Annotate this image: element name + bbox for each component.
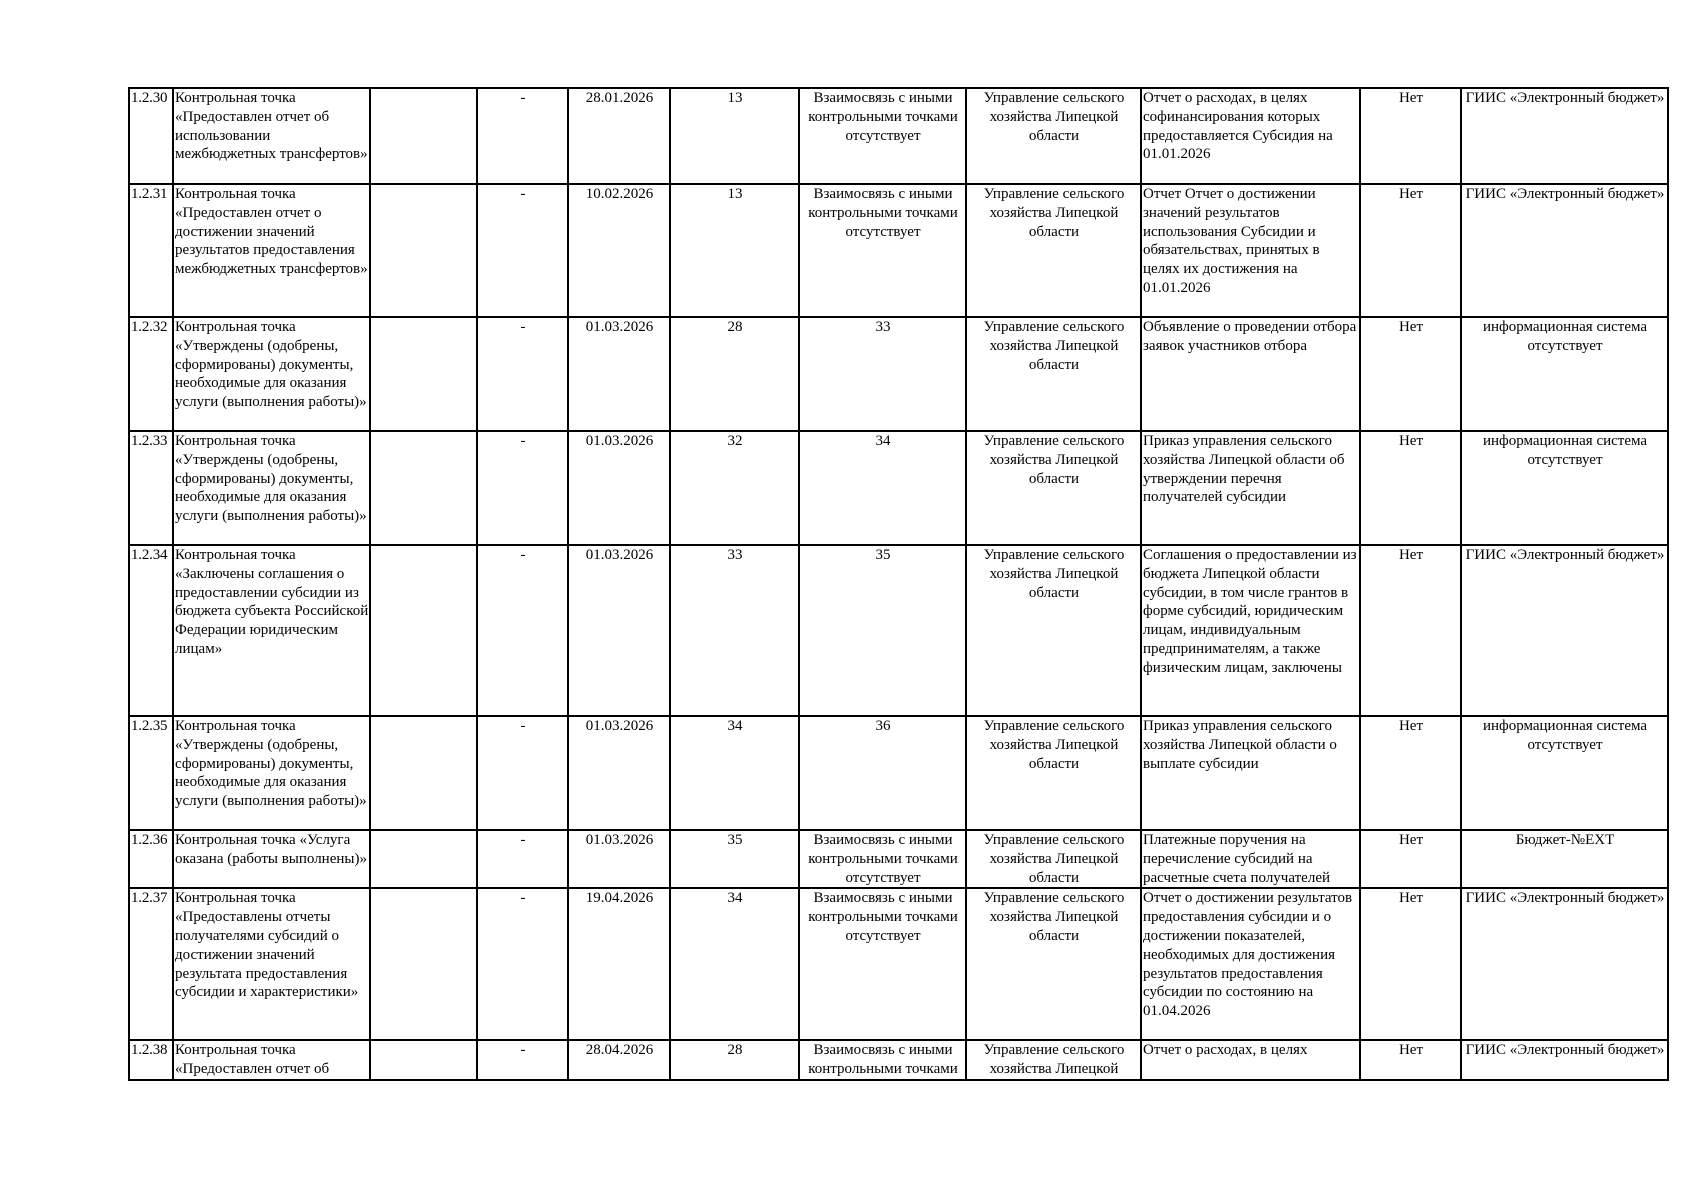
responsible-cell: Управление сельского хозяйства Липецкой области xyxy=(966,317,1141,431)
document-cell: Соглашения о предоставлении из бюджета Липецкой области субсидии, в том числе грантов в форме субсидий, юридическим лицам, индивидуальным предпринимателям, а также физическим лицам, заключены xyxy=(1141,545,1360,716)
predecessor-cell: 28 xyxy=(670,1040,799,1080)
date-cell: 01.03.2026 xyxy=(568,545,670,716)
responsible-cell: Управление сельского хозяйства Липецкой xyxy=(966,1040,1141,1080)
link-cell: Взаимосвязь с иными контрольными точками отсутствует xyxy=(799,888,966,1040)
flag-cell: Нет xyxy=(1360,184,1461,317)
responsible-cell: Управление сельского хозяйства Липецкой области xyxy=(966,184,1141,317)
dash-cell: - xyxy=(477,184,568,317)
link-cell: Взаимосвязь с иными контрольными точками xyxy=(799,1040,966,1080)
table-row xyxy=(129,184,1668,317)
predecessor-cell: 28 xyxy=(670,317,799,431)
date-cell: 19.04.2026 xyxy=(568,888,670,1040)
flag-cell: Нет xyxy=(1360,545,1461,716)
link-cell: Взаимосвязь с иными контрольными точками отсутствует xyxy=(799,184,966,317)
control-point-name: Контрольная точка «Заключены соглашения о предоставлении субсидии из бюджета субъекта Российской Федерации юридическим лицам» xyxy=(173,545,370,716)
row-number: 1.2.37 xyxy=(129,888,173,1040)
flag-cell: Нет xyxy=(1360,1040,1461,1080)
table-row xyxy=(129,888,1668,1040)
date-cell: 01.03.2026 xyxy=(568,431,670,545)
empty-cell xyxy=(370,545,477,716)
date-cell: 01.03.2026 xyxy=(568,830,670,888)
document-cell: Приказ управления сельского хозяйства Липецкой области об утверждении перечня получателей субсидии xyxy=(1141,431,1360,545)
date-cell: 01.03.2026 xyxy=(568,317,670,431)
table-row xyxy=(129,830,1668,888)
document-cell: Объявление о проведении отбора заявок участников отбора xyxy=(1141,317,1360,431)
flag-cell: Нет xyxy=(1360,88,1461,184)
system-cell: информационная система отсутствует xyxy=(1461,317,1668,431)
predecessor-cell: 34 xyxy=(670,888,799,1040)
date-cell: 10.02.2026 xyxy=(568,184,670,317)
link-cell: 34 xyxy=(799,431,966,545)
dash-cell: - xyxy=(477,431,568,545)
control-point-name: Контрольная точка «Предоставлены отчеты получателями субсидий о достижении значений результата предоставления субсидии и характеристики» xyxy=(173,888,370,1040)
plan-table-container xyxy=(128,87,1667,1081)
document-cell: Отчет о расходах, в целях xyxy=(1141,1040,1360,1080)
predecessor-cell: 13 xyxy=(670,88,799,184)
dash-cell: - xyxy=(477,716,568,830)
link-cell: 33 xyxy=(799,317,966,431)
table-row xyxy=(129,317,1668,431)
system-cell: ГИИС «Электронный бюджет» xyxy=(1461,545,1668,716)
dash-cell: - xyxy=(477,830,568,888)
empty-cell xyxy=(370,716,477,830)
system-cell: информационная система отсутствует xyxy=(1461,431,1668,545)
dash-cell: - xyxy=(477,88,568,184)
link-cell: Взаимосвязь с иными контрольными точками отсутствует xyxy=(799,830,966,888)
empty-cell xyxy=(370,830,477,888)
document-cell: Платежные поручения на перечисление субсидий на расчетные счета получателей xyxy=(1141,830,1360,888)
dash-cell: - xyxy=(477,317,568,431)
system-cell: Бюджет-№EXT xyxy=(1461,830,1668,888)
responsible-cell: Управление сельского хозяйства Липецкой области xyxy=(966,830,1141,888)
control-point-name: Контрольная точка «Услуга оказана (работы выполнены)» xyxy=(173,830,370,888)
document-cell: Отчет Отчет о достижении значений результатов использования Субсидии и обязательствах, принятых в целях их достижения на 01.01.2026 xyxy=(1141,184,1360,317)
table-row xyxy=(129,545,1668,716)
control-point-name: Контрольная точка «Предоставлен отчет об использовании межбюджетных трансфертов» xyxy=(173,88,370,184)
control-point-name: Контрольная точка «Утверждены (одобрены, сформированы) документы, необходимые для оказания услуги (выполнения работы)» xyxy=(173,317,370,431)
system-cell: информационная система отсутствует xyxy=(1461,716,1668,830)
dash-cell: - xyxy=(477,1040,568,1080)
flag-cell: Нет xyxy=(1360,888,1461,1040)
system-cell: ГИИС «Электронный бюджет» xyxy=(1461,1040,1668,1080)
responsible-cell: Управление сельского хозяйства Липецкой области xyxy=(966,716,1141,830)
dash-cell: - xyxy=(477,888,568,1040)
empty-cell xyxy=(370,88,477,184)
row-number: 1.2.35 xyxy=(129,716,173,830)
flag-cell: Нет xyxy=(1360,716,1461,830)
system-cell: ГИИС «Электронный бюджет» xyxy=(1461,888,1668,1040)
control-points-table xyxy=(128,87,1669,1081)
empty-cell xyxy=(370,888,477,1040)
predecessor-cell: 33 xyxy=(670,545,799,716)
responsible-cell: Управление сельского хозяйства Липецкой области xyxy=(966,545,1141,716)
document-cell: Отчет о достижении результатов предоставления субсидии и о достижении показателей, необходимых для достижения результатов предоставления субсидии по состоянию на 01.04.2026 xyxy=(1141,888,1360,1040)
responsible-cell: Управление сельского хозяйства Липецкой области xyxy=(966,431,1141,545)
flag-cell: Нет xyxy=(1360,431,1461,545)
row-number: 1.2.30 xyxy=(129,88,173,184)
control-point-name: Контрольная точка «Предоставлен отчет об xyxy=(173,1040,370,1080)
row-number: 1.2.36 xyxy=(129,830,173,888)
document-cell: Приказ управления сельского хозяйства Липецкой области о выплате субсидии xyxy=(1141,716,1360,830)
document-cell: Отчет о расходах, в целях софинансирования которых предоставляется Субсидия на 01.01.2026 xyxy=(1141,88,1360,184)
table-row xyxy=(129,1040,1668,1080)
control-point-name: Контрольная точка «Предоставлен отчет о достижении значений результатов предоставления межбюджетных трансфертов» xyxy=(173,184,370,317)
date-cell: 28.04.2026 xyxy=(568,1040,670,1080)
link-cell: 35 xyxy=(799,545,966,716)
table-row xyxy=(129,88,1668,184)
row-number: 1.2.32 xyxy=(129,317,173,431)
responsible-cell: Управление сельского хозяйства Липецкой области xyxy=(966,888,1141,1040)
empty-cell xyxy=(370,317,477,431)
row-number: 1.2.34 xyxy=(129,545,173,716)
control-point-name: Контрольная точка «Утверждены (одобрены, сформированы) документы, необходимые для оказания услуги (выполнения работы)» xyxy=(173,431,370,545)
row-number: 1.2.31 xyxy=(129,184,173,317)
table-row xyxy=(129,431,1668,545)
empty-cell xyxy=(370,431,477,545)
empty-cell xyxy=(370,184,477,317)
link-cell: Взаимосвязь с иными контрольными точками отсутствует xyxy=(799,88,966,184)
system-cell: ГИИС «Электронный бюджет» xyxy=(1461,184,1668,317)
predecessor-cell: 13 xyxy=(670,184,799,317)
predecessor-cell: 32 xyxy=(670,431,799,545)
flag-cell: Нет xyxy=(1360,830,1461,888)
row-number: 1.2.33 xyxy=(129,431,173,545)
control-point-name: Контрольная точка «Утверждены (одобрены, сформированы) документы, необходимые для оказания услуги (выполнения работы)» xyxy=(173,716,370,830)
row-number: 1.2.38 xyxy=(129,1040,173,1080)
date-cell: 28.01.2026 xyxy=(568,88,670,184)
date-cell: 01.03.2026 xyxy=(568,716,670,830)
responsible-cell: Управление сельского хозяйства Липецкой области xyxy=(966,88,1141,184)
predecessor-cell: 34 xyxy=(670,716,799,830)
empty-cell xyxy=(370,1040,477,1080)
predecessor-cell: 35 xyxy=(670,830,799,888)
table-row xyxy=(129,716,1668,830)
system-cell: ГИИС «Электронный бюджет» xyxy=(1461,88,1668,184)
link-cell: 36 xyxy=(799,716,966,830)
flag-cell: Нет xyxy=(1360,317,1461,431)
dash-cell: - xyxy=(477,545,568,716)
